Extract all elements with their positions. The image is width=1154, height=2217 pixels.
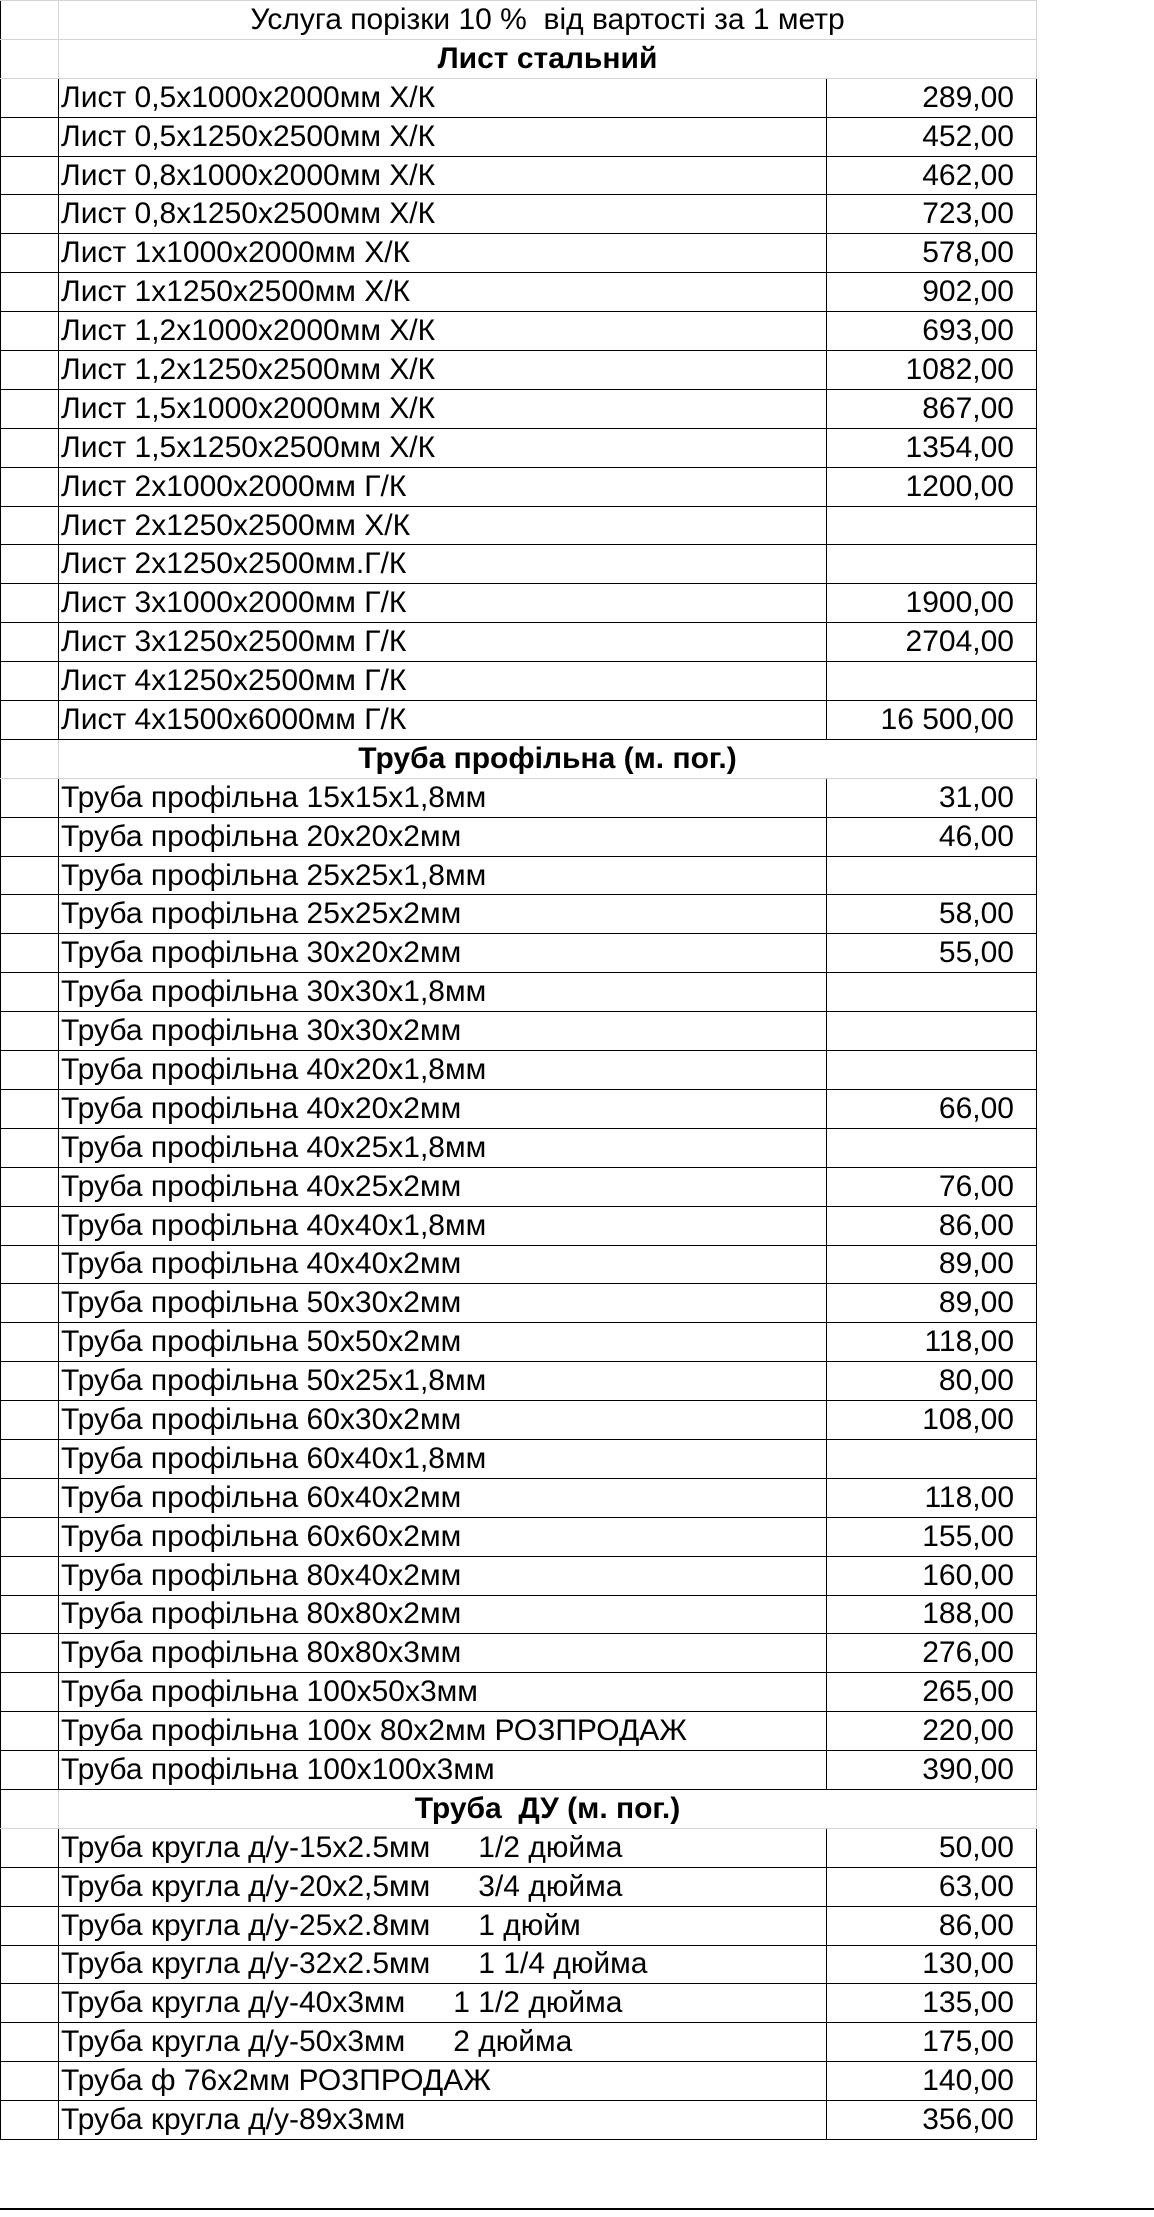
size-note: 1 1/4 дюйма (478, 1947, 648, 1981)
row-header-cell[interactable] (1, 389, 59, 428)
row-header-cell[interactable] (1, 1828, 59, 1867)
price-cell[interactable]: 55,00 (827, 934, 1037, 973)
row-header-cell[interactable] (1, 1167, 59, 1206)
table-row (1, 428, 1037, 467)
row-header-cell[interactable] (1, 1284, 59, 1323)
price-cell[interactable]: 46,00 (827, 817, 1037, 856)
row-header-cell[interactable] (1, 1556, 59, 1595)
table-row (1, 2101, 1037, 2140)
row-header-cell[interactable] (1, 895, 59, 934)
product-name-cell[interactable] (59, 1673, 827, 1712)
size-note: 1 1/2 дюйма (453, 1986, 623, 2020)
table-row (1, 1712, 1037, 1751)
product-name-cell[interactable] (59, 389, 827, 428)
row-header-cell[interactable] (1, 701, 59, 740)
price-cell[interactable]: 462,00 (827, 156, 1037, 195)
price-cell[interactable]: 1900,00 (827, 584, 1037, 623)
price-cell[interactable]: 135,00 (827, 1984, 1037, 2023)
row-header-cell[interactable] (1, 1323, 59, 1362)
table-row (1, 312, 1037, 351)
product-name: Лист 1,5х1000х2000мм Х/К (61, 391, 436, 425)
product-name: Труба кругла д/у-32х2.5мм (61, 1947, 431, 1981)
product-name: Труба кругла д/у-20х2,5мм (61, 1869, 431, 1903)
product-name-cell[interactable] (59, 2023, 827, 2062)
row-header-cell[interactable] (1, 545, 59, 584)
table-row (1, 701, 1037, 740)
table-row (1, 1595, 1037, 1634)
table-row (1, 1828, 1037, 1867)
price-cell[interactable]: 66,00 (827, 1089, 1037, 1128)
product-name: Лист 0,5х1250х2500мм Х/К (61, 119, 436, 153)
product-name-cell[interactable] (59, 1751, 827, 1790)
product-name: Труба профільна 40х20х1,8мм (61, 1052, 487, 1086)
price-cell[interactable]: 390,00 (827, 1751, 1037, 1790)
price-cell[interactable]: 118,00 (827, 1323, 1037, 1362)
product-name-cell[interactable] (59, 778, 827, 817)
product-name: Лист 4х1250х2500мм Г/К (61, 664, 407, 698)
price-cell[interactable] (827, 856, 1037, 895)
row-header-cell[interactable] (1, 739, 59, 778)
price-cell[interactable]: 2704,00 (827, 623, 1037, 662)
size-note: 1/2 дюйма (478, 1830, 623, 1864)
row-header-cell[interactable] (1, 1439, 59, 1478)
price-cell[interactable] (827, 662, 1037, 701)
product-name-cell[interactable] (59, 1167, 827, 1206)
product-name: Труба профільна 30х20х2мм (61, 936, 462, 970)
price-cell[interactable]: 356,00 (827, 2101, 1037, 2140)
table-row (1, 778, 1037, 817)
row-header-cell[interactable] (1, 117, 59, 156)
row-header-cell[interactable] (1, 1945, 59, 1984)
product-name: Труба профільна 60х40х1,8мм (61, 1441, 487, 1475)
table-row (1, 117, 1037, 156)
price-cell[interactable]: 130,00 (827, 1945, 1037, 1984)
product-name-cell[interactable] (59, 1634, 827, 1673)
row-header-cell[interactable] (1, 351, 59, 390)
price-cell[interactable]: 578,00 (827, 234, 1037, 273)
product-name-cell[interactable] (59, 2101, 827, 2140)
table-row (1, 1751, 1037, 1790)
price-cell[interactable]: 1200,00 (827, 467, 1037, 506)
product-name-cell[interactable] (59, 1362, 827, 1401)
table-row (1, 623, 1037, 662)
product-name: Труба профільна 100х100х3мм (61, 1753, 495, 1787)
product-name: Труба кругла д/у-15х2.5мм (61, 1830, 431, 1864)
table-row (1, 1478, 1037, 1517)
product-name-cell[interactable] (59, 312, 827, 351)
product-name-cell[interactable] (59, 156, 827, 195)
product-name-cell[interactable] (59, 1867, 827, 1906)
price-cell[interactable]: 276,00 (827, 1634, 1037, 1673)
product-name-cell[interactable] (59, 1089, 827, 1128)
table-row (1, 2023, 1037, 2062)
product-name-cell[interactable] (59, 1906, 827, 1945)
product-name-cell[interactable] (59, 1323, 827, 1362)
product-name-cell[interactable] (59, 934, 827, 973)
row-header-cell[interactable] (1, 1867, 59, 1906)
table-row (1, 389, 1037, 428)
product-name: Труба профільна 25х25х1,8мм (61, 858, 487, 892)
row-header-cell[interactable] (1, 1245, 59, 1284)
product-name: Труба профільна 30х30х1,8мм (61, 975, 487, 1009)
product-name-cell[interactable] (59, 584, 827, 623)
product-name: Лист 0,8х1250х2500мм Х/К (61, 197, 436, 231)
product-name-cell[interactable] (59, 1245, 827, 1284)
price-cell[interactable]: 452,00 (827, 117, 1037, 156)
row-header-cell[interactable] (1, 856, 59, 895)
row-header-cell[interactable] (1, 584, 59, 623)
product-name-cell[interactable] (59, 817, 827, 856)
section-title[interactable]: Труба ДУ (м. пог.) (59, 1789, 1037, 1828)
product-name: Труба профільна 80х80х2мм (61, 1597, 462, 1631)
table-row (1, 1906, 1037, 1945)
row-header-cell[interactable] (1, 78, 59, 117)
product-name-cell[interactable] (59, 506, 827, 545)
product-name-cell[interactable] (59, 623, 827, 662)
row-header-cell[interactable] (1, 1206, 59, 1245)
row-header-cell[interactable] (1, 2062, 59, 2101)
product-name: Лист 4х1500х6000мм Г/К (61, 702, 407, 736)
section-header-row (1, 39, 1037, 78)
product-name: Лист 2х1250х2500мм Х/К (61, 508, 411, 542)
header-row (1, 1, 1037, 40)
product-name: Лист 2х1000х2000мм Г/К (61, 469, 407, 503)
table-row (1, 934, 1037, 973)
product-name: Лист 0,5х1000х2000мм Х/К (61, 80, 436, 114)
product-name: Труба кругла д/у-50х3мм (61, 2025, 406, 2059)
product-name-cell[interactable] (59, 273, 827, 312)
product-name-cell[interactable] (59, 895, 827, 934)
price-cell[interactable]: 902,00 (827, 273, 1037, 312)
product-name: Труба профільна 50х30х2мм (61, 1286, 462, 1320)
row-header-cell[interactable] (1, 1401, 59, 1440)
product-name-cell[interactable] (59, 1206, 827, 1245)
row-header-cell[interactable] (1, 817, 59, 856)
product-name: Труба кругла д/у-25х2.8мм (61, 1908, 431, 1942)
product-name-cell[interactable] (59, 1517, 827, 1556)
product-name: Труба профільна 40х20х2мм (61, 1091, 462, 1125)
table-row (1, 856, 1037, 895)
product-name: Лист 1,5х1250х2500мм Х/К (61, 430, 436, 464)
price-cell[interactable]: 80,00 (827, 1362, 1037, 1401)
product-name: Труба профільна 50х50х2мм (61, 1325, 462, 1359)
row-header-cell[interactable] (1, 1751, 59, 1790)
price-cell[interactable] (827, 973, 1037, 1012)
product-name: Лист 1х1000х2000мм Х/К (61, 236, 411, 270)
table-row (1, 662, 1037, 701)
section-header-row (1, 739, 1037, 778)
product-name: Труба профільна 80х80х3мм (61, 1636, 462, 1670)
product-name: Труба кругла д/у-40х3мм (61, 1986, 406, 2020)
row-header-cell[interactable] (1, 428, 59, 467)
price-cell[interactable]: 140,00 (827, 2062, 1037, 2101)
table-row (1, 1362, 1037, 1401)
price-cell[interactable]: 723,00 (827, 195, 1037, 234)
product-name: Лист 1,2х1000х2000мм Х/К (61, 314, 436, 348)
product-name-cell[interactable] (59, 467, 827, 506)
row-header-cell[interactable] (1, 1051, 59, 1090)
table-row (1, 545, 1037, 584)
product-name: Труба ф 76х2мм РОЗПРОДАЖ (61, 2064, 491, 2098)
size-note: 3/4 дюйма (478, 1869, 623, 1903)
table-row (1, 1945, 1037, 1984)
price-cell[interactable]: 188,00 (827, 1595, 1037, 1634)
table-row (1, 1984, 1037, 2023)
product-name: Труба профільна 30х30х2мм (61, 1014, 462, 1048)
product-name: Труба профільна 40х25х2мм (61, 1169, 462, 1203)
product-name: Труба кругла д/у-89х3мм (61, 2103, 406, 2137)
row-header-cell[interactable] (1, 973, 59, 1012)
row-header-cell[interactable] (1, 1984, 59, 2023)
table-row (1, 351, 1037, 390)
price-cell[interactable]: 265,00 (827, 1673, 1037, 1712)
price-cell[interactable] (827, 1051, 1037, 1090)
table-row (1, 1167, 1037, 1206)
table-row (1, 1245, 1037, 1284)
table-row (1, 2062, 1037, 2101)
page-title[interactable]: Услуга порізки 10 % від вартості за 1 метр (59, 1, 1037, 40)
table-row (1, 78, 1037, 117)
row-header-cell[interactable] (1, 1362, 59, 1401)
section-title[interactable]: Труба профільна (м. пог.) (59, 739, 1037, 778)
table-row (1, 584, 1037, 623)
price-cell[interactable]: 86,00 (827, 1906, 1037, 1945)
table-row (1, 1012, 1037, 1051)
row-header-cell[interactable] (1, 1478, 59, 1517)
product-name-cell[interactable] (59, 1478, 827, 1517)
product-name-cell[interactable] (59, 1945, 827, 1984)
price-cell[interactable]: 1354,00 (827, 428, 1037, 467)
row-header-cell[interactable] (1, 467, 59, 506)
row-header-cell[interactable] (1, 156, 59, 195)
price-cell[interactable]: 58,00 (827, 895, 1037, 934)
section-title[interactable]: Лист стальний (59, 39, 1037, 78)
price-cell[interactable]: 867,00 (827, 389, 1037, 428)
size-note: 2 дюйма (453, 2025, 573, 2059)
table-row (1, 1206, 1037, 1245)
price-cell[interactable]: 89,00 (827, 1245, 1037, 1284)
product-name: Труба профільна 40х40х1,8мм (61, 1208, 487, 1242)
price-cell[interactable]: 89,00 (827, 1284, 1037, 1323)
row-header-cell[interactable] (1, 778, 59, 817)
table-row (1, 895, 1037, 934)
product-name: Лист 3х1000х2000мм Г/К (61, 586, 407, 620)
table-row (1, 1634, 1037, 1673)
table-row (1, 195, 1037, 234)
product-name: Труба профільна 50х25х1,8мм (61, 1364, 487, 1398)
product-name-cell[interactable] (59, 234, 827, 273)
product-name: Труба профільна 60х40х2мм (61, 1480, 462, 1514)
row-header-cell[interactable] (1, 506, 59, 545)
product-name-cell[interactable] (59, 117, 827, 156)
row-header-cell[interactable] (1, 1517, 59, 1556)
bottom-border (0, 2208, 1154, 2210)
product-name-cell[interactable] (59, 1556, 827, 1595)
product-name: Лист 3х1250х2500мм Г/К (61, 625, 407, 659)
table-row (1, 234, 1037, 273)
price-cell[interactable]: 160,00 (827, 1556, 1037, 1595)
section-header-row (1, 1789, 1037, 1828)
table-row (1, 1128, 1037, 1167)
row-header-cell[interactable] (1, 1089, 59, 1128)
row-header-cell[interactable] (1, 662, 59, 701)
row-header-cell[interactable] (1, 273, 59, 312)
row-header-cell[interactable] (1, 1, 59, 40)
product-name-cell[interactable] (59, 428, 827, 467)
product-name-cell[interactable] (59, 973, 827, 1012)
price-cell[interactable]: 693,00 (827, 312, 1037, 351)
row-header-cell[interactable] (1, 2023, 59, 2062)
product-name: Труба профільна 80х40х2мм (61, 1558, 462, 1592)
product-name-cell[interactable] (59, 1828, 827, 1867)
row-header-cell[interactable] (1, 195, 59, 234)
table-row (1, 1051, 1037, 1090)
product-name: Труба профільна 40х40х2мм (61, 1247, 462, 1281)
row-header-cell[interactable] (1, 1634, 59, 1673)
row-header-cell[interactable] (1, 623, 59, 662)
row-header-cell[interactable] (1, 1906, 59, 1945)
product-name: Труба профільна 100х 80х2мм РОЗПРОДАЖ (61, 1714, 687, 1748)
price-cell[interactable]: 118,00 (827, 1478, 1037, 1517)
table-row (1, 467, 1037, 506)
product-name-cell[interactable] (59, 1984, 827, 2023)
table-row (1, 1401, 1037, 1440)
price-cell[interactable]: 86,00 (827, 1206, 1037, 1245)
product-name-cell[interactable] (59, 1595, 827, 1634)
table-row (1, 506, 1037, 545)
table-row (1, 1517, 1037, 1556)
table-row (1, 1673, 1037, 1712)
table-row (1, 1439, 1037, 1478)
price-cell[interactable]: 289,00 (827, 78, 1037, 117)
price-cell[interactable]: 31,00 (827, 778, 1037, 817)
row-header-cell[interactable] (1, 1128, 59, 1167)
price-cell[interactable] (827, 1439, 1037, 1478)
price-cell[interactable]: 63,00 (827, 1867, 1037, 1906)
product-name-cell[interactable] (59, 78, 827, 117)
product-name-cell[interactable] (59, 1128, 827, 1167)
product-name: Труба профільна 100х50х3мм (61, 1675, 478, 1709)
product-name-cell[interactable] (59, 1439, 827, 1478)
table-row (1, 273, 1037, 312)
size-note: 1 дюйм (478, 1908, 581, 1942)
price-cell[interactable] (827, 1012, 1037, 1051)
product-name: Лист 1,2х1250х2500мм Х/К (61, 352, 436, 386)
row-header-cell[interactable] (1, 2101, 59, 2140)
product-name-cell[interactable] (59, 545, 827, 584)
row-header-cell[interactable] (1, 1595, 59, 1634)
product-name: Лист 2х1250х2500мм.Г/К (61, 547, 407, 581)
price-cell[interactable] (827, 1128, 1037, 1167)
product-name: Лист 0,8х1000х2000мм Х/К (61, 158, 436, 192)
product-name-cell[interactable] (59, 662, 827, 701)
price-cell[interactable] (827, 506, 1037, 545)
product-name-cell[interactable] (59, 856, 827, 895)
table-row (1, 1323, 1037, 1362)
table-row (1, 1867, 1037, 1906)
row-header-cell[interactable] (1, 1712, 59, 1751)
price-cell[interactable]: 1082,00 (827, 351, 1037, 390)
product-name: Труба профільна 15х15х1,8мм (61, 780, 487, 814)
row-header-cell[interactable] (1, 234, 59, 273)
product-name: Труба профільна 40х25х1,8мм (61, 1130, 487, 1164)
product-name-cell[interactable] (59, 1712, 827, 1751)
row-header-cell[interactable] (1, 1789, 59, 1828)
price-cell[interactable]: 16 500,00 (827, 701, 1037, 740)
product-name-cell[interactable] (59, 701, 827, 740)
row-header-cell[interactable] (1, 39, 59, 78)
product-name-cell[interactable] (59, 1051, 827, 1090)
product-name-cell[interactable] (59, 351, 827, 390)
table-row (1, 1284, 1037, 1323)
price-cell[interactable]: 155,00 (827, 1517, 1037, 1556)
row-header-cell[interactable] (1, 934, 59, 973)
product-name-cell[interactable] (59, 2062, 827, 2101)
price-cell[interactable]: 108,00 (827, 1401, 1037, 1440)
row-header-cell[interactable] (1, 1012, 59, 1051)
price-cell[interactable]: 50,00 (827, 1828, 1037, 1867)
product-name-cell[interactable] (59, 1012, 827, 1051)
table-row (1, 973, 1037, 1012)
product-name: Труба профільна 60х30х2мм (61, 1403, 462, 1436)
price-cell[interactable]: 175,00 (827, 2023, 1037, 2062)
row-header-cell[interactable] (1, 1673, 59, 1712)
product-name-cell[interactable] (59, 1401, 827, 1440)
product-name: Лист 1х1250х2500мм Х/К (61, 275, 411, 309)
product-name: Труба профільна 60х60х2мм (61, 1519, 462, 1553)
table-row (1, 1089, 1037, 1128)
table-row (1, 817, 1037, 856)
price-cell[interactable]: 220,00 (827, 1712, 1037, 1751)
row-header-cell[interactable] (1, 312, 59, 351)
table-row (1, 1556, 1037, 1595)
table-row (1, 156, 1037, 195)
product-name-cell[interactable] (59, 195, 827, 234)
product-name-cell[interactable] (59, 1284, 827, 1323)
product-name: Труба профільна 25х25х2мм (61, 897, 462, 931)
product-name: Труба профільна 20х20х2мм (61, 819, 462, 853)
price-cell[interactable]: 76,00 (827, 1167, 1037, 1206)
price-cell[interactable] (827, 545, 1037, 584)
